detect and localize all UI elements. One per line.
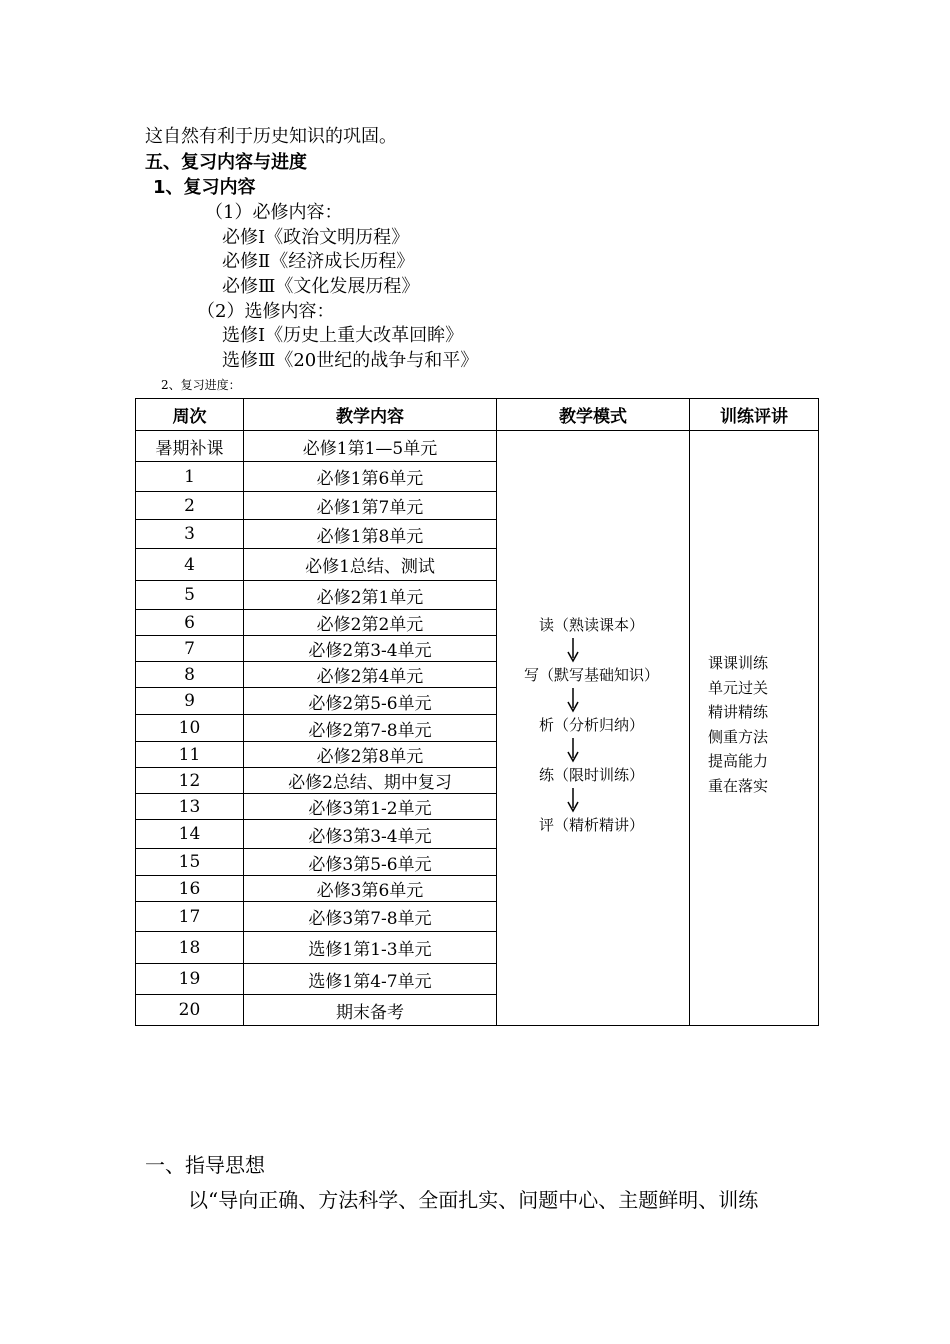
section1-title: 一、指导思想 [145, 1153, 265, 1177]
arrow-down-icon [564, 686, 582, 714]
table-header-row [136, 399, 819, 431]
week-cell: 6 [136, 610, 244, 636]
content-cell: 必修3第7-8单元 [244, 902, 497, 932]
content-cell: 选修1第4-7单元 [244, 964, 497, 995]
content-cell: 必修2第8单元 [244, 742, 497, 768]
content-cell: 必修2总结、期中复习 [244, 768, 497, 794]
content-cell: 必修1第7单元 [244, 492, 497, 520]
content-cell: 必修3第6单元 [244, 876, 497, 902]
content-cell: 必修1第8单元 [244, 520, 497, 549]
week-cell: 20 [136, 995, 244, 1026]
eval-line: 单元过关 [708, 678, 769, 697]
week-cell: 16 [136, 876, 244, 902]
week-cell: 7 [136, 636, 244, 662]
eval-line: 重在落实 [708, 776, 769, 795]
content-cell: 选修1第1-3单元 [244, 932, 497, 964]
arrow-down-icon [564, 786, 582, 814]
arrow-down-icon [564, 636, 582, 664]
week-cell: 14 [136, 820, 244, 849]
mode-step: 评（精析精讲） [539, 816, 645, 834]
week-cell: 2 [136, 492, 244, 520]
week-cell: 1 [136, 462, 244, 492]
header-week: 周次 [136, 399, 244, 431]
section5-title: 五、复习内容与进度 [145, 152, 307, 173]
content-cell: 必修1总结、测试 [244, 549, 497, 581]
mode-step: 写（默写基础知识） [524, 666, 660, 684]
week-cell: 9 [136, 688, 244, 715]
week-cell: 12 [136, 768, 244, 794]
mode-step: 读（熟读课本） [539, 616, 645, 634]
eval-cell [690, 431, 819, 1026]
eval-line: 课课训练 [708, 654, 769, 672]
eval-line: 精讲精练 [708, 703, 769, 721]
header-eval: 训练评讲 [690, 399, 819, 431]
eval-line: 提高能力 [708, 752, 769, 770]
week-cell: 11 [136, 742, 244, 768]
header-content: 教学内容 [244, 399, 497, 431]
required-title: （1）必修内容： [205, 202, 343, 223]
week-cell: 8 [136, 662, 244, 688]
mode-step: 析（分析归纳） [539, 716, 645, 734]
required-item: 必修Ⅱ《经济成长历程》 [222, 251, 415, 272]
content-cell: 必修3第3-4单元 [244, 820, 497, 849]
week-cell: 4 [136, 549, 244, 581]
content-cell: 必修3第5-6单元 [244, 849, 497, 876]
week-cell: 10 [136, 715, 244, 742]
required-item: 必修Ⅲ《文化发展历程》 [222, 276, 420, 297]
content-cell: 必修2第5-6单元 [244, 688, 497, 715]
header-mode: 教学模式 [497, 399, 690, 431]
content-cell: 必修3第1-2单元 [244, 794, 497, 820]
arrow-down-icon [564, 736, 582, 764]
section1-paragraph: 以“导向正确、方法科学、全面扎实、问题中心、主题鲜明、训练 [188, 1188, 759, 1212]
content-cell: 必修2第1单元 [244, 581, 497, 610]
mode-flow [524, 614, 659, 836]
week-cell: 暑期补课 [136, 431, 244, 462]
week-cell: 3 [136, 520, 244, 549]
week-cell: 17 [136, 902, 244, 932]
content-cell: 必修1第1—5单元 [244, 431, 497, 462]
table-row [136, 431, 819, 462]
content-cell: 必修2第3-4单元 [244, 636, 497, 662]
intro-line: 这自然有利于历史知识的巩固。 [145, 126, 397, 147]
eval-lines [708, 651, 768, 798]
content-cell: 必修2第2单元 [244, 610, 497, 636]
week-cell: 18 [136, 932, 244, 964]
required-item: 必修Ⅰ《政治文明历程》 [222, 227, 410, 248]
content-cell: 必修2第7-8单元 [244, 715, 497, 742]
elective-title: （2）选修内容： [197, 301, 335, 322]
week-cell: 5 [136, 581, 244, 610]
content-cell: 期末备考 [244, 995, 497, 1026]
sub2-title: 2、复习进度： [161, 378, 241, 392]
elective-item: 选修Ⅲ《20世纪的战争与和平》 [222, 350, 479, 371]
mode-cell [497, 431, 690, 1026]
content-cell: 必修1第6单元 [244, 462, 497, 492]
elective-item: 选修Ⅰ《历史上重大改革回眸》 [222, 325, 464, 346]
eval-line: 侧重方法 [708, 727, 769, 746]
week-cell: 15 [136, 849, 244, 876]
week-cell: 13 [136, 794, 244, 820]
mode-step: 练（限时训练） [539, 766, 645, 784]
sub1-title: 1、复习内容 [153, 177, 256, 198]
week-cell: 19 [136, 964, 244, 995]
content-cell: 必修2第4单元 [244, 662, 497, 688]
schedule-table [135, 398, 819, 1026]
